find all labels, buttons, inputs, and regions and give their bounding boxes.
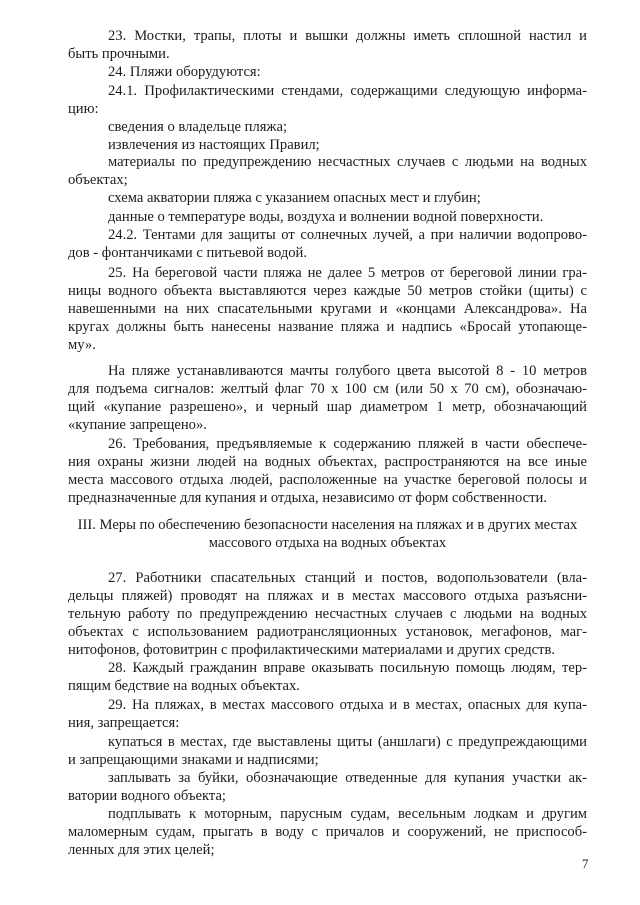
text-line: объектах с использованием радиотрансляционных установок, мегафонов, маг- — [68, 624, 587, 640]
text-line: 25. На береговой части пляжа не далее 5 метров от береговой линии гра- — [108, 265, 587, 281]
text-line: извлечения из настоящих Правил; — [108, 137, 320, 153]
text-line: заплывать за буйки, обозначающие отведенные для купания участки ак- — [108, 770, 587, 786]
text-line: навешенными на них спасательными кругами и «концами Александрова». На — [68, 301, 587, 317]
text-line: дельцы пляжей) проводят на пляжах и в местах массового отдыха разъясни- — [68, 588, 587, 604]
text-line: «купание запрещено». — [68, 417, 207, 433]
text-line: ния охраны жизни людей на водных объектах, распространяются на все иные — [68, 454, 587, 470]
text-line: предназначенные для купания и отдыха, независимо от форм собственности. — [68, 490, 547, 506]
text-line: подплывать к моторным, парусным судам, весельным лодкам и другим — [108, 806, 587, 822]
text-line: сведения о владельце пляжа; — [108, 119, 288, 135]
text-line: 28. Каждый гражданин вправе оказывать посильную помощь людям, тер- — [108, 660, 587, 676]
text-line: 27. Работники спасательных станций и постов, водопользователи (вла- — [108, 570, 587, 586]
text-line: му». — [68, 337, 96, 353]
text-line: щий «купание разрешено», и черный шар диаметром 1 метр, обозначающий — [68, 399, 587, 415]
text-line: схема акватории пляжа с указанием опасных мест и глубин; — [108, 190, 481, 206]
text-line: 24.1. Профилактическими стендами, содержащими следующую информа- — [108, 83, 587, 99]
text-line: ницы водного объекта выставляются через каждые 50 метров стойки (щиты) с — [68, 283, 587, 299]
text-line: нитофонов, фотовитрин с профилактическими материалами и других средств. — [68, 642, 556, 658]
text-line: кругах должны быть нанесены название пляжа и надпись «Бросай утопающе- — [68, 319, 587, 335]
text-line: данные о температуре воды, воздуха и волнении водной поверхности. — [108, 209, 544, 225]
text-line: ленных для этих целей; — [68, 842, 215, 858]
text-line: материалы по предупреждению несчастных случаев с людьми на водных — [108, 154, 587, 170]
text-line: и запрещающими знаками и надписями; — [68, 752, 319, 768]
text-line: объектах; — [68, 172, 128, 188]
text-line: тельную работу по предупреждению несчастных случаев с людьми на водных — [68, 606, 587, 622]
section-heading: III. Меры по обеспечению безопасности населения на пляжах и в других местах — [77, 517, 578, 533]
text-line: 29. На пляжах, в местах массового отдыха и в местах, опасных для купа- — [108, 697, 587, 713]
text-line: 23. Мостки, трапы, плоты и вышки должны иметь сплошной настил и — [108, 28, 587, 44]
text-line: ватории водного объекта; — [68, 788, 226, 804]
page-number: 7 — [582, 856, 589, 871]
text-line: 26. Требования, предъявляемые к содержанию пляжей в части обеспече- — [108, 436, 587, 452]
text-line: купаться в местах, где выставлены щиты (аншлаги) с предупреждающими — [108, 734, 587, 750]
text-line: быть прочными. — [68, 46, 170, 62]
text-line: 24. Пляжи оборудуются: — [108, 64, 261, 80]
text-line: для подъема сигналов: желтый флаг 70 х 100 см (или 50 х 70 см), обозначаю- — [68, 381, 587, 397]
text-line: места массового отдыха людей, расположенные на участке береговой полосы и — [68, 472, 587, 488]
text-line: На пляже устанавливаются мачты голубого цвета высотой 8 - 10 метров — [108, 363, 587, 379]
text-line: цию: — [68, 101, 99, 117]
section-heading: массового отдыха на водных объектах — [208, 535, 447, 551]
text-line: пящим бедствие на водных объектах. — [68, 678, 300, 694]
text-line: ния, запрещается: — [68, 715, 180, 731]
text-line: дов - фонтанчиками с питьевой водой. — [68, 245, 308, 261]
text-line: 24.2. Тентами для защиты от солнечных лучей, а при наличии водопрово- — [108, 227, 587, 243]
text-line: маломерным судам, прыгать в воду с причалов и сооружений, не приспособ- — [68, 824, 587, 840]
